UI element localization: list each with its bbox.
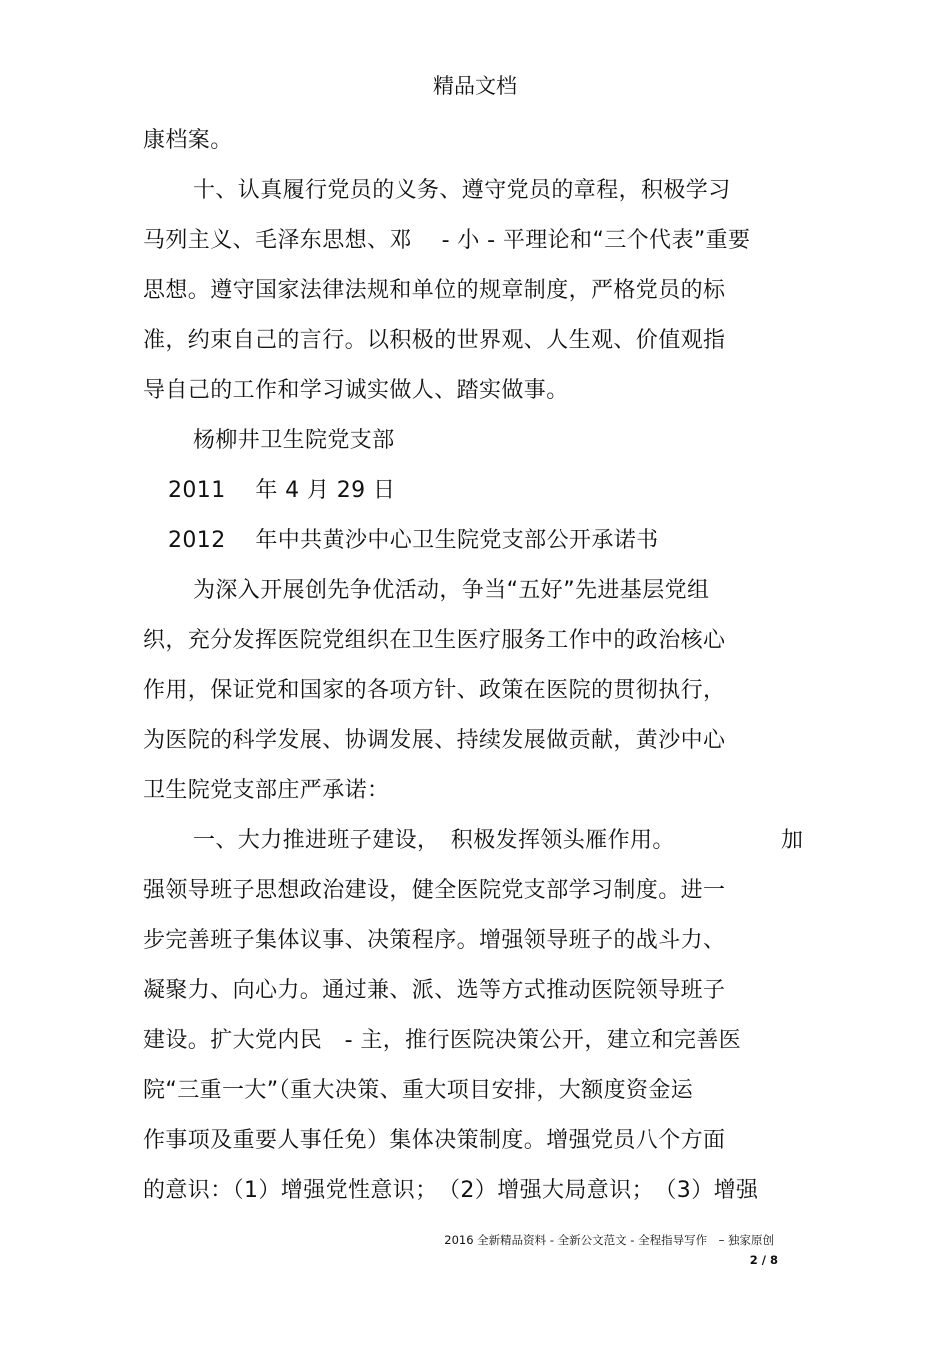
- body-line: 一、大力推进班子建设， 积极发挥领头雁作用。: [193, 828, 675, 853]
- body-line: 建设。扩大党内民 - 主，推行医院决策公开，建立和完善医: [143, 1028, 742, 1053]
- footer-text: 2016 全新精品资料 - 全新公文范文 - 全程指导写作 – 独家原创: [444, 1233, 774, 1247]
- body-line: 马列主义、毛泽东思想、邓 - 小 - 平理论和“三个代表”重要: [143, 228, 751, 253]
- body-line: 准，约束自己的言行。以积极的世界观、人生观、价值观指: [143, 328, 726, 353]
- body-line: 为深入开展创先争优活动，争当“五好”先进基层党组: [193, 578, 710, 603]
- body-line: 十、认真履行党员的义务、遵守党员的章程，积极学习: [193, 178, 731, 203]
- body-line: 的意识：（1）增强党性意识； （2）增强大局意识； （3）增强: [143, 1178, 759, 1203]
- body-line: 为医院的科学发展、协调发展、持续发展做贡献，黄沙中心: [143, 728, 726, 753]
- body-line: 导自己的工作和学习诚实做人、踏实做事。: [143, 378, 569, 403]
- body-line: 作用，保证党和国家的各项方针、政策在医院的贯彻执行，: [143, 678, 726, 703]
- page-header-title: 精品文档: [433, 74, 517, 98]
- body-line: 作事项及重要人事任免）集体决策制度。增强党员八个方面: [143, 1128, 726, 1153]
- body-line-fragment: 加: [781, 828, 804, 853]
- section-title: 2012 年中共黄沙中心卫生院党支部公开承诺书: [168, 528, 659, 553]
- body-line: 强领导班子思想政治建设，健全医院党支部学习制度。进一: [143, 878, 726, 903]
- body-line: 步完善班子集体议事、决策程序。增强领导班子的战斗力、: [143, 928, 726, 953]
- body-line: 卫生院党支部庄严承诺：: [143, 778, 390, 803]
- body-line: 院“三重一大”（重大决策、重大项目安排，大额度资金运: [143, 1078, 694, 1103]
- page-number: 2 / 8: [749, 1253, 778, 1267]
- body-line: 康档案。: [143, 128, 233, 153]
- signature-org: 杨柳井卫生院党支部: [193, 428, 395, 453]
- signature-date: 2011 年 4 月 29 日: [168, 478, 396, 503]
- body-line: 思想。遵守国家法律法规和单位的规章制度，严格党员的标: [143, 278, 726, 303]
- body-line: 织，充分发挥医院党组织在卫生医疗服务工作中的政治核心: [143, 628, 726, 653]
- body-line: 凝聚力、向心力。通过兼、派、选等方式推动医院领导班子: [143, 978, 726, 1003]
